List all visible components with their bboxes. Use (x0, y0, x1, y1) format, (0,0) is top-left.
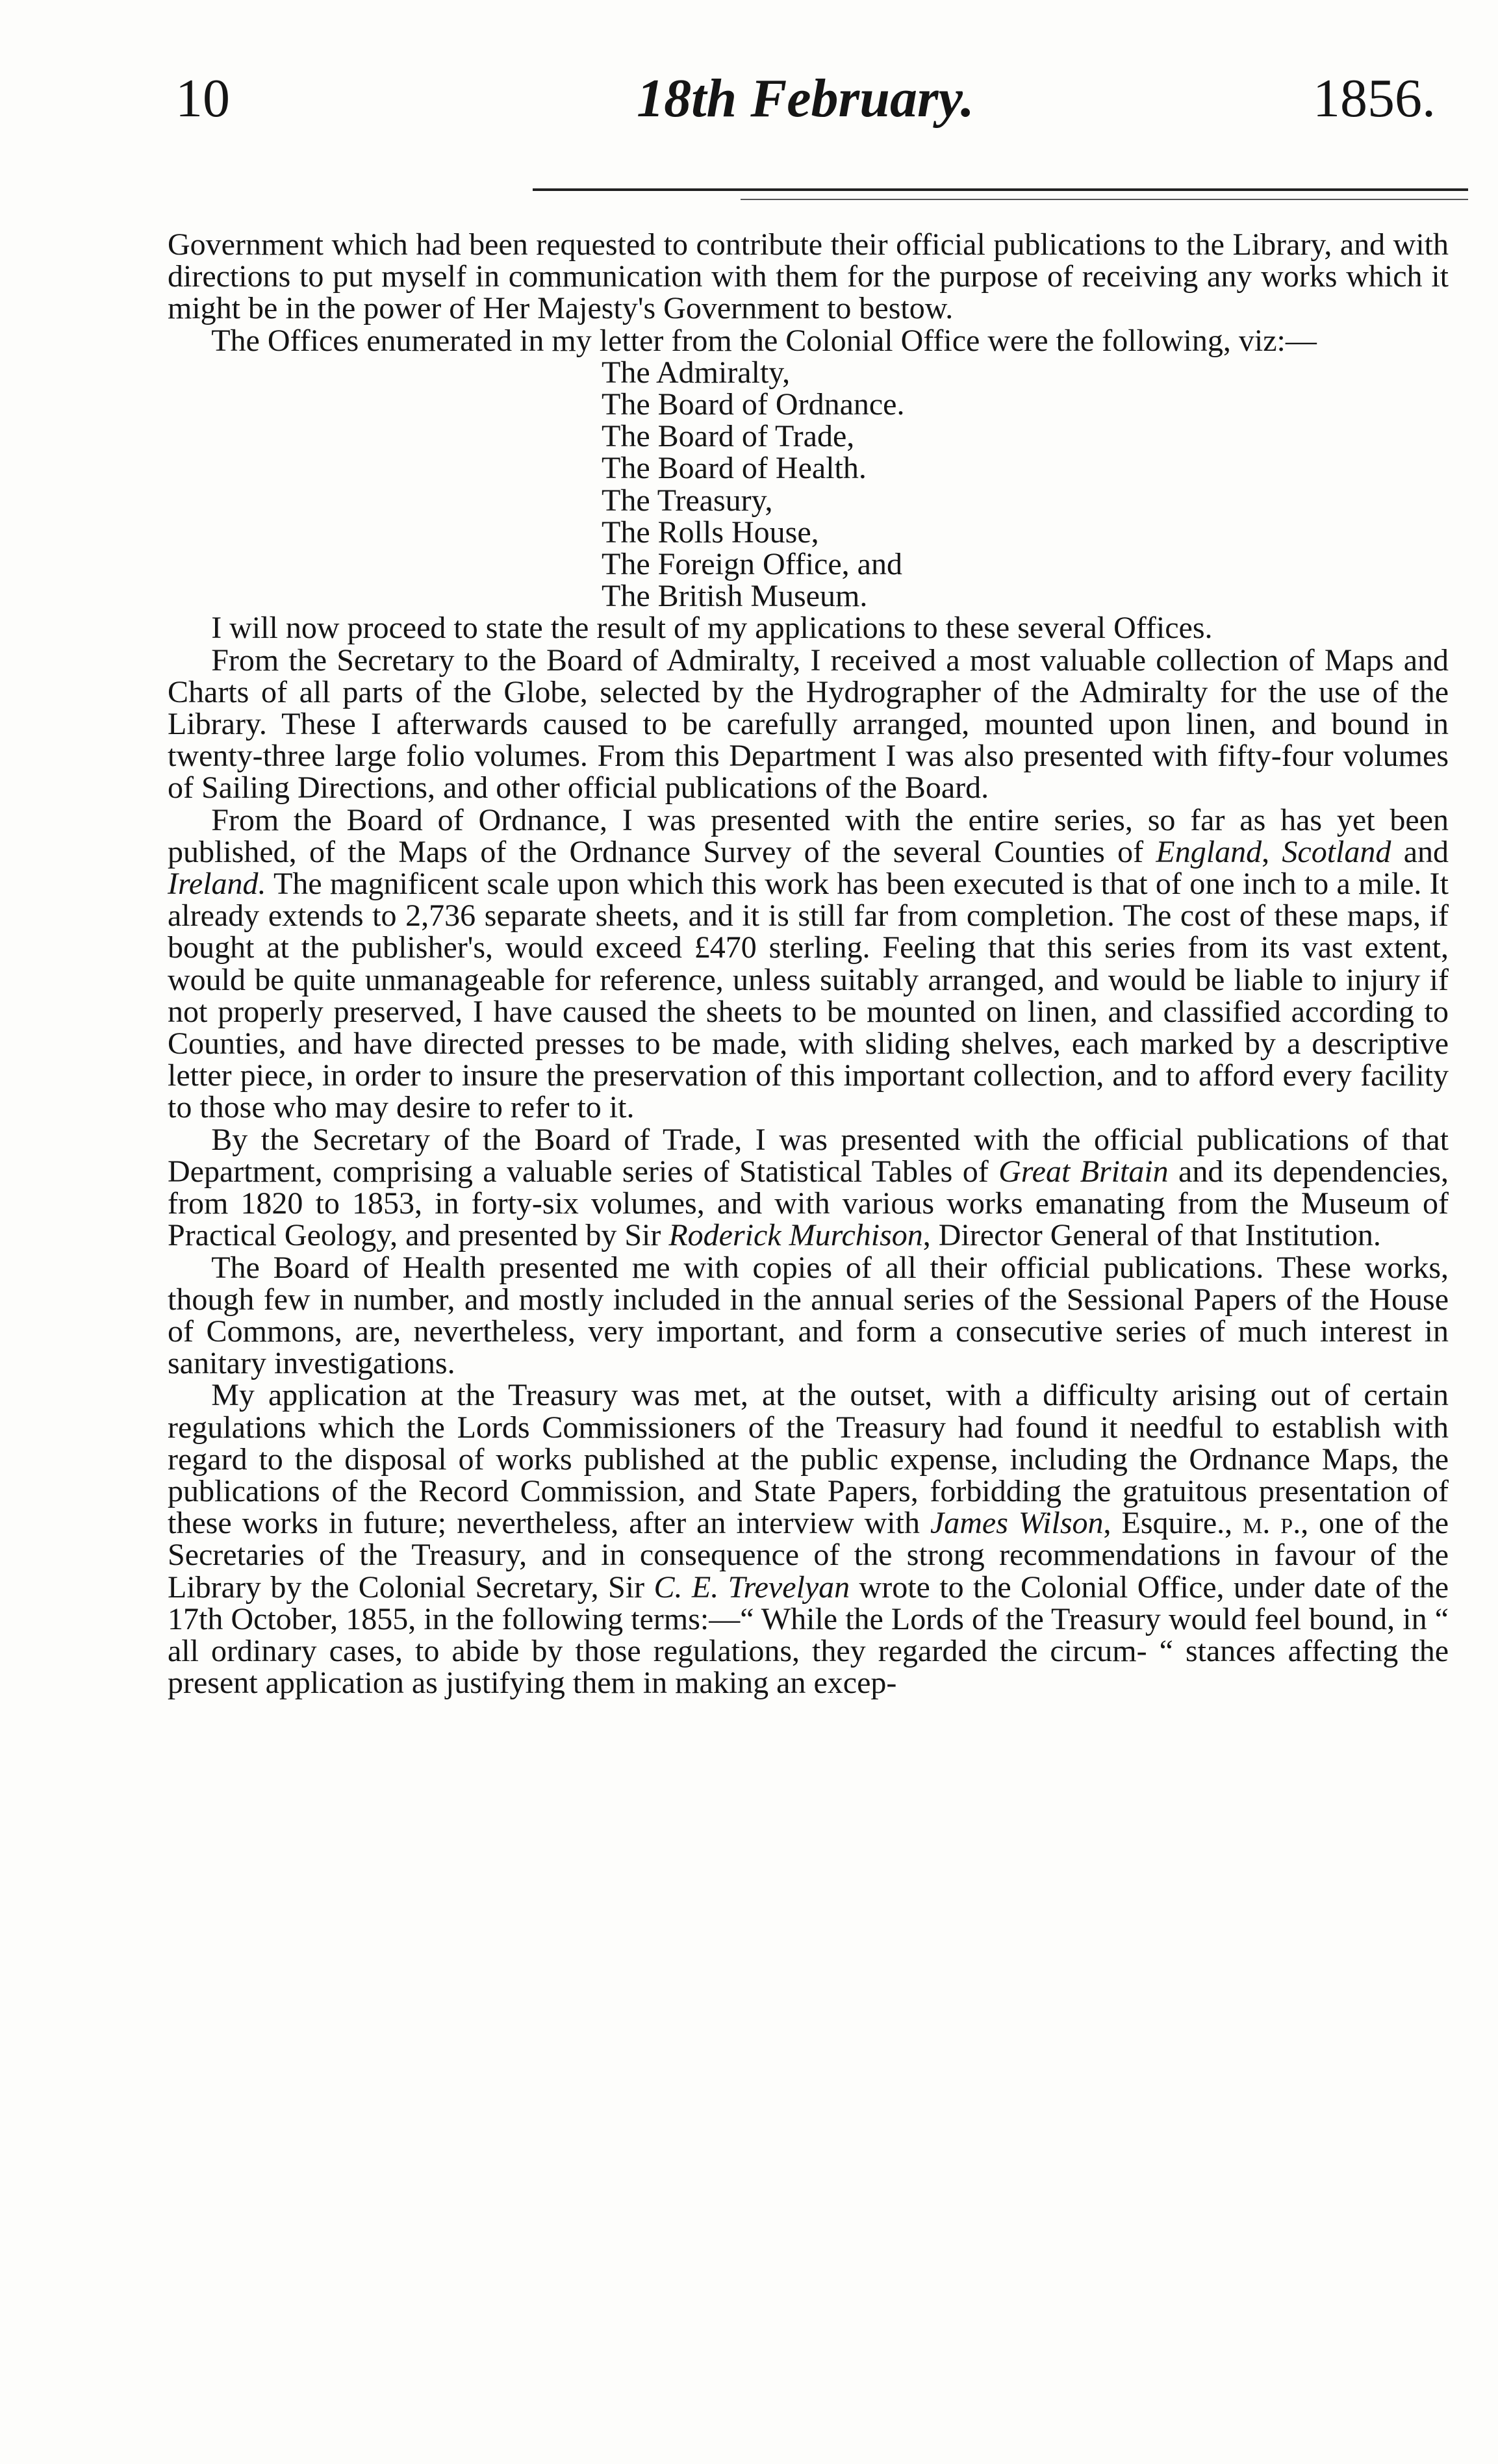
text-run: and (1391, 834, 1449, 869)
person-murchison: Roderick Murchison (668, 1218, 923, 1253)
text-run: , (1262, 834, 1282, 869)
office-list (602, 357, 1449, 613)
paragraph-health: The Board of Health presented me with copies of all their official publications. These works, though few in number, and mostly included in the annual series of the Sessional Papers of the House of Commons, are, nevertheless, very important, and form a consecutive series of much interest in sanitary investigations. (168, 1250, 1449, 1381)
paragraph-offices-intro: The Offices enumerated in my letter from the Colonial Office were the following, viz:— (211, 323, 1317, 358)
text-run: The magnificent scale upon which this work has been executed is that of one inch to a mile. It already extends to 2,736 separate sheets, and it is still far from completion. The cost of these maps, if bought at the publisher's, would exceed £470 sterling. Feeling that this series from its vast extent, would be quite unmanageable for reference, unless suitably arranged, and would be liable to injury if not properly preserved, I have caused the sheets to be mounted on linen, and classified according to Counties, and have directed presses to be made, with sliding shelves, each marked by a descriptive letter piece, in order to insure the preservation of this important collection, and to afford every facility to those who may desire to refer to it. (168, 867, 1449, 1125)
office-item: The Board of Health. (602, 451, 867, 486)
text-run: , Director General of that Institution. (922, 1218, 1381, 1253)
text-run: wrote to the Colonial Office, under date of the 17th October, 1855, in the following terms:—“ While the Lords of the Treasury would feel bound, in “ all ordinary cases, to abide by those regulations, they regarded the circum- “ stances affecting the present application as justifying them in making an excep- (168, 1569, 1449, 1701)
paragraph-continuation: Government which had been requested to contribute their official publications to the Library, and with directions to put myself in communication with them for the purpose of receiving any works which it might be in the power of Her Majesty's Government to bestow. (168, 227, 1449, 326)
paragraph-trade (168, 1124, 1449, 1252)
place-scotland: Scotland (1282, 834, 1391, 869)
running-year: 1856. (1313, 68, 1436, 129)
office-item: The Admiralty, (602, 355, 791, 390)
office-item: The Foreign Office, and (602, 547, 902, 582)
office-item: The Board of Ordnance. (602, 387, 905, 422)
place-great-britain: Great Britain (998, 1154, 1169, 1189)
paragraph-proceed: I will now proceed to state the result of my applications to these several Offices. (211, 611, 1213, 646)
office-item: The Treasury, (602, 483, 773, 518)
running-title: 18th February. (637, 68, 974, 129)
text-run: and its dependencies, from 1820 to 1853, in forty-six volumes, and with various works emanating from the Museum of Practical Geology, and presented by Sir (168, 1154, 1449, 1253)
header-rule (533, 188, 1468, 191)
header-rule-thin (741, 199, 1468, 200)
text-run: , one of the Secretaries of the Treasury, and in consequence of the strong recommendations in favour of the Library by the Colonial Secretary, Sir (168, 1506, 1449, 1605)
running-header (162, 65, 1449, 149)
person-trevelyan: C. E. Trevelyan (654, 1569, 850, 1605)
office-item: The Board of Trade, (602, 419, 855, 454)
paragraph-treasury (168, 1379, 1449, 1699)
text-run: , Esquire., (1103, 1506, 1243, 1541)
title-mp: m. p. (1243, 1506, 1301, 1541)
paragraph-ordnance (168, 804, 1449, 1124)
page-number: 10 (175, 68, 230, 129)
office-item: The British Museum. (602, 579, 868, 614)
office-item: The Rolls House, (602, 514, 819, 550)
place-england: England (1156, 834, 1262, 869)
page-body (168, 229, 1449, 1699)
text-run: My application at the Treasury was met, at the outset, with a difficulty arising out of certain regulations which the Lords Commissioners of the Treasury had found it needful to establish with regard to the disposal of works published at the public expense, including the Ordnance Maps, the publications of the Record Commission, and State Papers, forbidding the gratuitous presentation of these works in future; nevertheless, after an interview with (168, 1378, 1449, 1541)
text-run: By the Secretary of the Board of Trade, I was presented with the official publications of that Department, comprising a valuable series of Statistical Tables of (168, 1122, 1449, 1189)
place-ireland: Ireland. (168, 867, 266, 902)
person-wilson: James Wilson (930, 1506, 1104, 1541)
text-run: From the Board of Ordnance, I was presented with the entire series, so far as has yet been published, of the Maps of the Ordnance Survey of the several Counties of (168, 802, 1449, 869)
paragraph-admiralty: From the Secretary to the Board of Admiralty, I received a most valuable collection of Maps and Charts of all parts of the Globe, selected by the Hydrographer of the Admiralty for the use of the Library. These I afterwards caused to be carefully arranged, mounted upon linen, and bound in twenty-three large folio volumes. From this Department I was also presented with fifty-four volumes of Sailing Directions, and other official publications of the Board. (168, 642, 1449, 806)
